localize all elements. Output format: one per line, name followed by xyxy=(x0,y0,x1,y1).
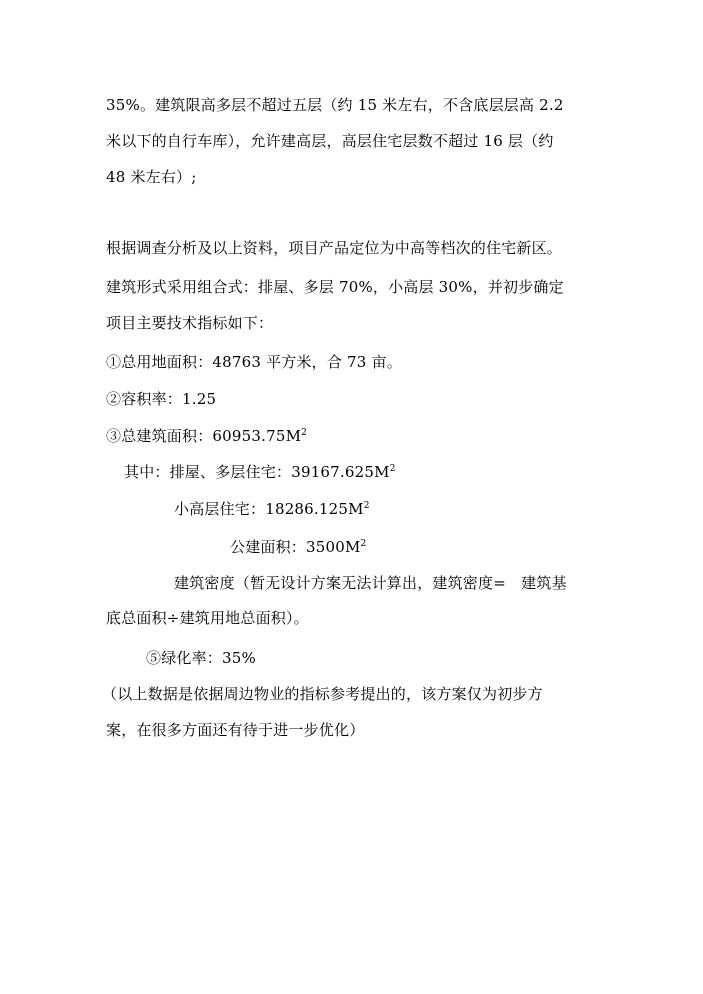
unit-superscript: 2 xyxy=(301,428,308,438)
paragraph-2-line-3: 项目主要技术指标如下： xyxy=(106,314,274,332)
paragraph-2-line-1: 根据调查分析及以上资料，项目产品定位为中高等档次的住宅新区。 xyxy=(106,239,563,257)
indicator-density-line-2: 底总面积÷建筑用地总面积）。 xyxy=(106,609,309,627)
unit-superscript: 2 xyxy=(360,539,367,549)
of-which-text: 其中：排屋、多层住宅：39167.625M xyxy=(124,463,390,481)
unit-superscript: 2 xyxy=(389,464,396,474)
indicator-total-land: ①总用地面积：48763 平方米，合 73 亩。 xyxy=(106,353,402,371)
indicator-plot-ratio: ②容积率：1.25 xyxy=(106,390,217,408)
total-floor-area-text: ③总建筑面积：60953.75M xyxy=(106,427,302,445)
indicator-of-which xyxy=(124,462,396,482)
indicator-public-area xyxy=(230,537,366,557)
indicator-mid-rise xyxy=(174,499,370,519)
indicator-density-line-1: 建筑密度（暂无设计方案无法计算出，建筑密度= 建筑基 xyxy=(174,574,567,592)
paragraph-2-line-2: 建筑形式采用组合式：排屋、多层 70%，小高层 30%，并初步确定 xyxy=(106,278,564,296)
paragraph-1-line-3: 48 米左右）; xyxy=(106,168,197,186)
note-line-1: （以上数据是依据周边物业的指标参考提出的，该方案仅为初步方 xyxy=(102,685,543,703)
paragraph-1-line-2: 米以下的自行车库），允许建高层，高层住宅层数不超过 16 层（约 xyxy=(106,132,554,150)
mid-rise-text: 小高层住宅：18286.125M xyxy=(174,500,364,518)
public-area-text: 公建面积：3500M xyxy=(230,538,361,556)
paragraph-1-line-1: 35%。建筑限高多层不超过五层（约 15 米左右，不含底层层高 2.2 xyxy=(106,96,564,114)
indicator-green-rate: ⑤绿化率：35% xyxy=(146,649,256,667)
unit-superscript: 2 xyxy=(363,501,370,511)
note-line-2: 案，在很多方面还有待于进一步优化） xyxy=(106,721,365,739)
indicator-total-floor-area xyxy=(106,426,307,446)
